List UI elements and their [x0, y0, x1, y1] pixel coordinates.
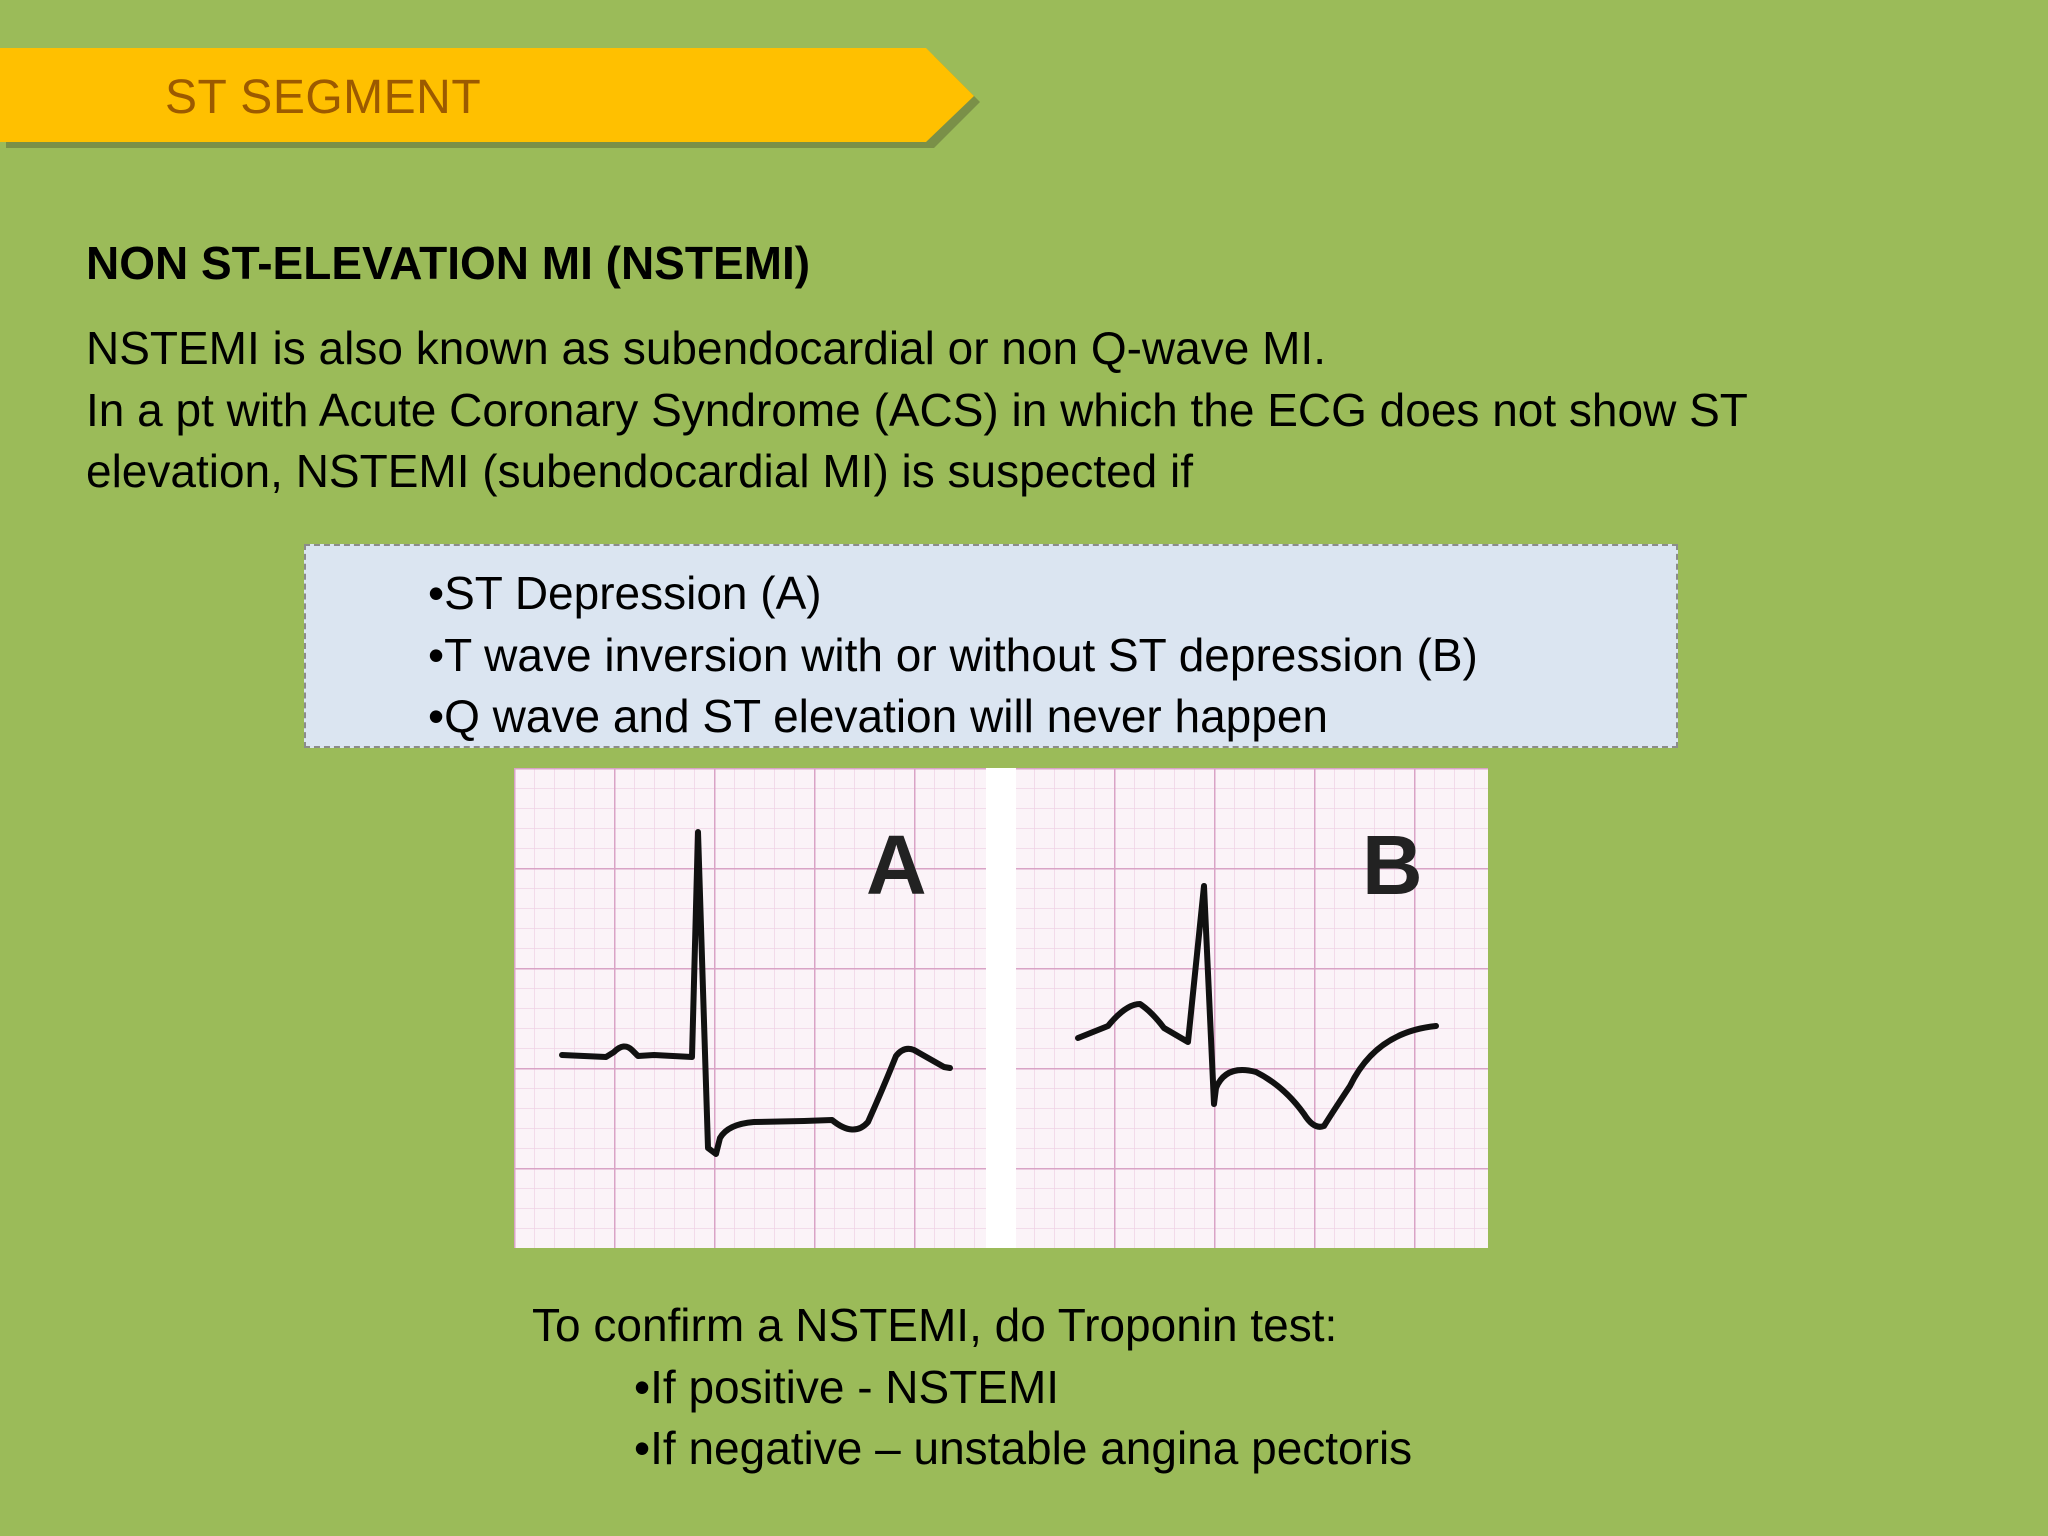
body-line: NSTEMI is also known as subendocardial or non Q-wave MI.	[86, 322, 1326, 374]
ecg-panel-a	[514, 768, 986, 1248]
criteria-list	[428, 563, 1478, 748]
section-heading: NON ST-ELEVATION MI (NSTEMI)	[86, 237, 811, 289]
troponin-intro: To confirm a NSTEMI, do Troponin test:	[532, 1299, 1338, 1351]
banner-title: ST SEGMENT	[165, 71, 482, 124]
troponin-section	[532, 1295, 1412, 1480]
ecg-panel-b	[1016, 768, 1488, 1248]
criteria-box	[304, 544, 1678, 748]
banner-arrow-shape	[0, 46, 982, 148]
title-banner	[0, 46, 982, 148]
criteria-item: •T wave inversion with or without ST depression (B)	[428, 628, 1478, 681]
ecg-label-a: A	[866, 818, 927, 912]
troponin-item: •If positive - NSTEMI	[634, 1360, 1060, 1413]
ecg-figure	[514, 768, 1488, 1248]
body-line: In a pt with Acute Coronary Syndrome (ACS) in which the ECG does not show ST	[86, 383, 1748, 436]
ecg-label-b: B	[1362, 818, 1423, 912]
troponin-item: •If negative – unstable angina pectoris	[634, 1422, 1413, 1474]
criteria-item: •ST Depression (A)	[428, 567, 822, 619]
body-line: elevation, NSTEMI (subendocardial MI) is suspected if	[86, 445, 1194, 497]
body-paragraph	[86, 318, 2006, 503]
criteria-item: •Q wave and ST elevation will never happen	[428, 690, 1329, 742]
ecg-image	[514, 768, 1488, 1248]
